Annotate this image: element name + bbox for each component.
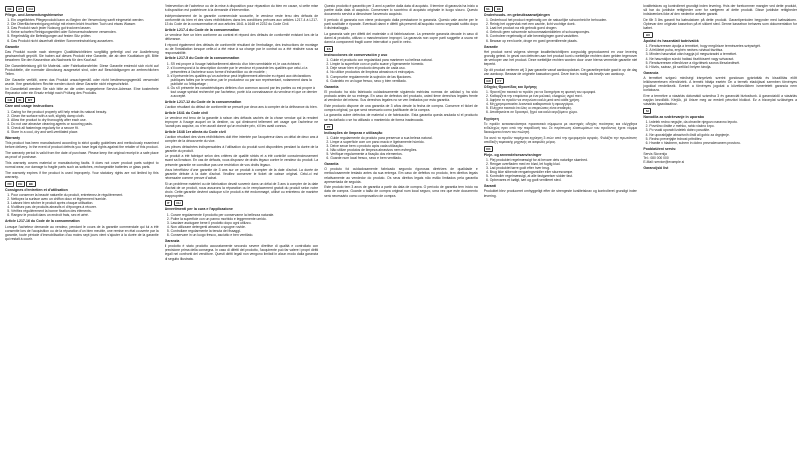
instruction-item: 2. Nettoyez la surface avec un chiffon doux et légèrement humide. [11, 197, 159, 201]
instruction-item: 6. Das Produkt nicht dauerhaft direkter Sonneneinstrahlung aussetzen. [11, 39, 159, 43]
instruction-item: 2. Reinig het oppervlak met een zachte, licht vochtige doek. [490, 22, 638, 26]
language-badges [484, 78, 638, 84]
section-subheading: Garantía [324, 84, 339, 89]
section-subheading: Garantie [5, 44, 20, 49]
section-title: Consignes d'entretien et d'utilisation [5, 187, 68, 192]
instruction-item: 3. Das Produkt nach jeder Nutzung gut trocknen lassen. [11, 26, 159, 30]
instruction-item: 2. Die Oberflächenreinigung erfolgt mit einem leicht feuchten Tuch und etwas Wasser. [11, 22, 159, 26]
instruction-list [643, 44, 797, 69]
instruction-item: 4. Non utilizzare detergenti abrasivi o spugne ruvide. [171, 225, 319, 229]
language-badges [165, 200, 319, 206]
language-badges [484, 146, 638, 152]
language-badge: CH [26, 6, 35, 12]
instruction-item: 6. Hranite v hladnem, suhem in dobro prezračevanem prostoru. [649, 141, 797, 145]
language-badges [484, 6, 638, 12]
paragraph: Για αυτό το προϊόν παρέχεται εγγύηση 3 ετών από την ημερομηνία αγοράς. Φυλάξτε την πρωτότυπη απόδειξη ταμειακής μηχανής σε ασφαλές μέρος. [483, 135, 638, 144]
paragraph: Les pièces détachées indispensables à l'utilisation du produit sont disponibles pendant la durée de la garantie du produit. [164, 144, 319, 153]
instruction-item: 6. Opbevares et køligt, tørt og godt ventileret sted. [490, 178, 638, 182]
column-1 [5, 4, 159, 471]
instruction-item: 3. s'il présente les qualités qu'un acheteur peut légitimement attendre eu égard aux déclarations publiques faites par le vendeur, par le producteur ou par son représentant, notamment dans la publicité ou l'étiquetage ; [171, 74, 319, 86]
paragraph: Het product werd volgens strenge kwaliteitsrichtlijnen zorgvuldig geproduceerd en voor levering grondig getest. In geval van defecten aan het product kunt u wettelijke rechten doen gelden tegenover de verkoper van het product. Deze wettelijke rechten worden door onze hierna vermelde garantie niet beperkt. [483, 49, 638, 67]
language-badges [643, 32, 797, 38]
column-4 [484, 4, 638, 471]
instruction-item: 5. Ελέγχετε τακτικά ότι όλες οι στερεώσεις είναι σταθερές. [490, 106, 638, 110]
instruction-list [643, 120, 797, 145]
instruction-item: 3. Po vsaki uporabi izdelek dobro posušite. [649, 128, 797, 132]
instruction-item: 1. Cuide regularmente do produto para preservar a sua beleza natural. [330, 136, 478, 140]
instruction-item: 1. Izdelek redno negujte, da ohranite njegovo naravno lepoto. [649, 120, 797, 124]
instruction-item: 5. Kontrollér regelmæssigt, at alle fastgørelser sidder fast. [490, 174, 638, 178]
instruction-item: 3. Lad produktet tørre godt efter hver brug. [490, 166, 638, 170]
paragraph: Questo prodotto è garantito per 3 anni a partire dalla data di acquisto. Il termine di garanzia ha inizio a partire dalla data di acquisto. Conservare lo scontrino di acquisto originale in luogo sicuro. Questo documento servirà a dimostrare l'avvenuto acquisto. [324, 4, 478, 17]
instruction-list [484, 18, 638, 43]
language-badges [5, 181, 159, 187]
paragraph: Le vendeur livre un bien conforme au contrat et répond des défauts de conformité existant lors de la délivrance. [164, 32, 319, 41]
service-line-2: Tel.: 080 000 000 [643, 156, 669, 160]
language-badge: DK [484, 146, 493, 152]
column-5 [643, 4, 797, 471]
language-badges [643, 108, 797, 114]
language-badge: AT [16, 6, 25, 12]
section-title: Ápolási és használati tudnivalók [643, 39, 699, 44]
language-badge: CH [174, 200, 183, 206]
instruction-item: 6. Rangez le produit dans un endroit frais, sec et aéré. [11, 213, 159, 217]
section-subheading: Εγγύηση [483, 116, 499, 121]
paragraph: Este produto tem 3 anos de garantia a partir da data de compra. O período de garantia tem início na data de compra. Guarde o talão de compra original num local seguro, uma vez que este documento será necessário como comprovativo de compra. [324, 185, 478, 198]
paragraph: Im Garantiefall wenden Sie sich bitte an die unten angegebene Service-Adresse. Eine kostenfreie Reparatur oder ein Ersatz erfolgt nach Prüfung des Produkts. [5, 87, 159, 96]
instruction-item: 4. Ne használjon súroló hatású tisztítószert vagy szivacsot. [649, 57, 797, 61]
paragraph: This product has been manufactured according to strict quality guidelines and meticulously examined before delivery. In the event of product defects you have legal rights against the retailer of this product. [5, 141, 159, 150]
column-2 [165, 4, 319, 471]
language-badge: CY [495, 78, 504, 84]
paragraph: The warranty period is valid from the date of purchase. Please keep the original receipt in a safe place as proof of purchase. [5, 151, 159, 160]
language-badge: BE [26, 181, 35, 187]
instruction-item: 1. Φροντίζετε τακτικά το προϊόν για να διατηρήσει τη φυσική του ομορφιά. [490, 90, 638, 94]
instruction-item: 6. Αποθηκεύετε σε δροσερό, ξηρό και καλά αεριζόμενο χώρο. [490, 110, 638, 114]
language-badge: DE [5, 6, 14, 12]
instruction-item: 2. A felületet puha, enyhén nedves ruhával tisztítsa. [649, 48, 797, 52]
paragraph: El producto ha sido fabricado cuidadosamente siguiendo estrictas normas de calidad y ha sido probado antes de su entrega. En caso de defectos del producto, usted tiene derechos legales frente al vendedor del mismo. Sus derechos legales no se ven limitados por esta garantía. [324, 89, 478, 102]
instruction-item: 4. Ne uporabljajte abrazivnih čistil ali gobic za drgnjenje. [649, 133, 797, 137]
instruction-list [484, 90, 638, 115]
instruction-item: 5. Controllare regolarmente la tenuta dei fissaggi. [171, 229, 319, 233]
paragraph: Este producto dispone de una garantía de 3 años desde la fecha de compra. Conserve el ticket de compra original, ya que será necesario como justificante de la compra. [324, 103, 478, 112]
service-line-1: Servis Slovenija [643, 151, 667, 156]
instruction-item: 6. Hűvös, száraz, jól szellőző helyen tárolja. [649, 65, 797, 69]
instruction-item: 5. Vérifiez régulièrement la bonne fixation des éléments. [11, 209, 159, 213]
instruction-item: 4. Brug ikke slibende rengøringsmidler eller skuresvampe. [490, 170, 638, 174]
paragraph: La garantía cubre defectos de material o de fabricación. Esta garantía queda anulada si el producto se ha dañado o se ha utilizado o mantenido de forma inadecuada. [324, 113, 478, 122]
instruction-item: 6. Conservare in un luogo fresco, asciutto e ben ventilato. [171, 233, 319, 237]
instruction-item: 2. Površino čistite z mehko, rahlo vlažno krpo. [649, 124, 797, 128]
instruction-list [324, 136, 478, 161]
instruction-item: 1. Curare regolarmente il prodotto per conservarne la bellezza naturale. [171, 213, 319, 217]
language-badges [324, 124, 478, 130]
section-title: Indicações de limpeza e utilização [324, 130, 383, 135]
section-subheading: Garanzia [164, 239, 180, 244]
section-subheading: Article L217-16 du Code de la consommation [5, 219, 80, 224]
section-title: Οδηγίες Φροντίδας και Χρήσης [483, 84, 538, 89]
instruction-item: 4. Keine scharfen Reinigungsmittel oder Scheuerschwämme verwenden. [11, 30, 159, 34]
section-title: Article 1641 du Code civil [164, 110, 209, 115]
instruction-item: 2. Clean the surface with a soft, slightly damp cloth. [11, 114, 159, 118]
instruction-item: 3. Deje secar bien el producto después de cada uso. [330, 66, 478, 70]
language-badges [5, 6, 159, 12]
section-title: Care and usage instructions [5, 104, 54, 109]
instruction-item: 3. Laissez bien sécher le produit après chaque utilisation. [11, 201, 159, 205]
paragraph: De får 3 års garanti fra købsdatoen på dette produkt. Garantiperioden begynder med købsdatoen. Opbevar den originale kassebon på et sikkert sted. Denne kassebon behøves som dokumentation for købet. [643, 17, 797, 31]
instruction-item: 2. Rengør overfladen med en blød, let fugtig klud. [490, 162, 638, 166]
section-title: Onderhouds- en gebruiksaanwijzingen [483, 13, 550, 17]
section-subheading: Garantie [483, 44, 498, 49]
instruction-item: 1. Rendszeresen ápolja a terméket, hogy megőrizze természetes szépségét. [649, 44, 797, 48]
language-badge: PT [324, 124, 333, 130]
paragraph: Erre a termékre a vásárlás dátumától számítva 3 év garanciát biztosítunk. A garanciaidő a vásárlás napján kezdődik. Kérjük, jól őrizze meg az eredeti pénztári blokkot. Ez a bizonylat szükséges a vásárlás igazolásához. [643, 93, 797, 107]
paragraph: This warranty covers material or manufacturing faults. It does not cover product parts subject to normal wear, nor damage to fragile parts such as switches, rechargeable batteries or glass parts. [5, 160, 159, 169]
paragraph: L'action résultant des vices rédhibitoires doit être intentée par l'acquéreur dans un délai de deux ans à compter de la découverte du vice. [164, 134, 319, 143]
instruction-item: 4. Não utilize produtos de limpeza abrasivos nem esfregões. [330, 148, 478, 152]
section-title: Pleje- og anvendelsesanvisninger [483, 152, 542, 157]
paragraph: l'intervention de l'acheteur ou de la mise à disposition pour réparation du bien en cause, si cette mise à disposition est postérieure à la demande d'intervention. [164, 4, 319, 13]
section-title: Instrucciones de conservación y uso [324, 53, 388, 58]
instruction-item: 2. Limpie la superficie con un paño suave y ligeramente húmedo. [330, 62, 478, 66]
paragraph: The warranty expires if the product is used improperly. Your statutory rights are not limited by this warranty. [5, 170, 159, 179]
instruction-item: 4. Do not use abrasive cleaning agents or scouring pads. [11, 122, 159, 126]
instruction-item: 1. S'il est propre à l'usage habituellement attendu d'un bien semblable et, le cas échéant : [171, 62, 319, 66]
instruction-item: 1. Caring for the product properly will help retain its natural beauty. [11, 110, 159, 114]
paragraph: A terméket szigorú minőségi irányelvek szerint gondosan gyártották és kiszállítás előtt lelkiismeretesen ellenőrizték. A termék hibája esetén Ön a termék eladójával szemben törvényes jogokkal rendelkezik. Ezeket a törvényes jogokat a következőkben ismertetett garancia nem korlátozza. [643, 75, 797, 93]
language-badge: BE [494, 6, 503, 12]
paragraph: Le vendeur est tenu de la garantie à raison des défauts cachés de la chose vendue qui la rendent impropre à l'usage auquel on la destine, ou qui diminuent tellement cet usage que l'acheteur ne l'aurait pas acquise, ou n'en aurait donné qu'un moindre prix, s'il les avait connus. [164, 115, 319, 128]
instruction-item: 5. Verifique regularmente a fixação dos elementos. [330, 152, 478, 156]
paragraph: Die Garantie verfällt, wenn das Produkt unsachgemäß oder nicht bestimmungsgemäß verwendet wurde. Ihre gesetzlichen Rechte werden durch diese Garantie nicht eingeschränkt. [5, 77, 159, 86]
instruction-item: 4. Ou s'il présente les caractéristiques définies d'un commun accord par les parties ou est propre à tout usage spécial recherché par l'acheteur, porté à la connaissance du vendeur et que ce dernier a accepté. [171, 86, 319, 98]
instruction-item: 1. Pour conserver la beauté naturelle du produit, entretenez-le régulièrement. [11, 193, 159, 197]
language-badge: ES [324, 46, 333, 52]
instruction-item: 1. Onderhoud het product regelmatig om de natuurlijke schoonheid te behouden. [490, 18, 638, 22]
section-title: Avvertimenti per la cura e l'applicazione [164, 207, 233, 212]
paragraph: La garanzia vale per difetti del materiale o di fabbricazione. La presente garanzia decade in caso di danni al prodotto, utilizzo o manutenzione impropri. La garanzia non copre parti soggette a usura né danni a componenti fragili come interruttori o parti in vetro. [324, 31, 478, 44]
service-heading: Pooblaščeni servis: [643, 146, 677, 151]
paragraph: Lorsque l'acheteur demande au vendeur, pendant le cours de la garantie commerciale qui lui a été consentie lors de l'acquisition ou de la réparation d'un bien meuble, une remise en état couverte par la garantie, toute période d'immobilisation d'au moins sept jours vient s'ajouter à la durée de la garantie qui restait à courir. [5, 224, 159, 241]
instruction-item: 4. N'utilisez pas de produits abrasifs ni d'éponges à récurer. [11, 205, 159, 209]
instruction-item: 3. Laat het product na elk gebruik goed drogen. [490, 26, 638, 30]
instruction-list [5, 110, 159, 135]
instruction-item: 5. Rendszeresen ellenőrizze a rögzítések szoros illeszkedését. [649, 61, 797, 65]
section-subheading: Garantia [324, 162, 339, 167]
section-subheading: Garancia [643, 70, 659, 75]
paragraph: Il periodo di garanzia non viene prolungato dalla prestazione in garanzia. Questo vale anche per le parti sostituite e riparate. Eventuali danni e difetti già presenti all'acquisto vanno segnalati subito dopo il disimballaggio. [324, 17, 478, 31]
language-badge: CH [16, 181, 25, 187]
language-badge: NL [484, 6, 493, 12]
language-badges [324, 46, 478, 52]
instruction-item: 1. Cuide el producto con regularidad para mantener su belleza natural. [330, 58, 478, 62]
language-badge: IT [165, 200, 173, 206]
language-badge: MT [25, 97, 34, 103]
instruction-item: 3. Allow the product to dry thoroughly after each use. [11, 118, 159, 122]
paragraph: Die Garantieleistung gilt für Material- oder Fabrikationsfehler. Diese Garantie erstreckt sich nicht auf Produktteile, die normaler Abnutzung ausgesetzt sind, oder auf Beschädigungen an zerbrechlichen Teilen. [5, 63, 159, 76]
section-subheading: Warranty [5, 136, 21, 141]
instruction-list [324, 58, 478, 83]
instruction-item: 3. Deixe secar bem o produto após cada utilização. [330, 144, 478, 148]
instruction-item: 5. Controleer regelmatig of alle bevestigingen goed vastzitten. [490, 34, 638, 38]
paragraph: L'action résultant du défaut de conformité se prescrit par deux ans à compter de la délivrance du bien. [164, 105, 318, 110]
instruction-item: 6. Store in a cool, dry and well-ventilated place. [11, 130, 159, 134]
instruction-item: 6. Bewaar op een koele, droge en goed geventileerde plaats. [490, 39, 638, 43]
instruction-item: 5. Check all fastenings regularly for a secure fit. [11, 126, 159, 130]
instruction-item: 3. Αφήστε το προϊόν να στεγνώσει καλά μετά από κάθε χρήση. [490, 98, 638, 102]
instruction-item: 2. Pulire la superficie con un panno morbido e leggermente umido. [171, 217, 319, 221]
language-badge: HU [643, 32, 652, 38]
section-title: Article L217-5 du Code de la consommation [164, 56, 240, 61]
language-badge: GR [484, 78, 494, 84]
language-badge: IE [16, 97, 24, 103]
service-line-3: E-Mail: service@example.si [643, 160, 685, 165]
paragraph: Op dit product verlenen wij 3 jaar garantie vanaf aankoopdatum. De garantieperiode gaat in op de dag van aankoop. Bewaar de originele kassabon goed. Deze bon is nodig als bewijs van aankoop. [483, 67, 638, 76]
instruction-item: 2. s'il correspond à la description donnée par le vendeur et possède les qualités que celui-ci a présentées à l'acheteur sous forme d'échantillon ou de modèle ; [171, 66, 319, 74]
language-badge: SI [643, 108, 651, 114]
instruction-list [165, 62, 319, 99]
section-title: Article L217-4 du Code de la consommation [164, 27, 240, 32]
paragraph: Το προϊόν κατασκευάστηκε προσεκτικά σύμφωνα με αυστηρές οδηγίες ποιότητας και ελέγχθηκε ενδελεχώς πριν από την παράδοσή του. Σε περίπτωση ελαττωμάτων του προϊόντος έχετε νόμιμα δικαιώματα έναντι του πωλητή. [483, 121, 638, 134]
instruction-item: 5. Compruebe regularmente la sujeción de las fijaciones. [330, 75, 478, 79]
section-title: Navodila za vzdrževanje in uporabo [643, 115, 705, 120]
paragraph: kvalitetskrav og kontrolleret grundigt inden levering. Hvis der forekommer mangler ved dette produkt, så har du juridiske rettigheder over for sælgeren af dette produkt. Disse juridiske rettigheder indskrænkes ikke af den nedenfor anførte garanti. [643, 4, 797, 17]
instruction-item: 1. Ein ungefärbtes Pflegeprodukt kann zu Beginn der Verwendung sanft eingesetzt werden. [11, 18, 159, 22]
paragraph: Si un problème matériel ou de fabrication devait survenir dans un délai de 3 ans à compter de la date d'achat de ce produit, nous assurons la réparation ou le remplacement gratuit du produit selon notre choix. Cette garantie devient caduque si le produit a été endommagé, utilisé ou entretenu de manière inappropriée. [164, 182, 319, 199]
language-badge: FR [5, 181, 14, 187]
instruction-list [484, 158, 638, 183]
section-title: Pflege- und Anwendungshinweise [5, 13, 64, 17]
instruction-list [5, 193, 159, 218]
instruction-list [5, 18, 159, 43]
paragraph: Il répond également des défauts de conformité résultant de l'emballage, des instructions de montage ou de l'installation lorsque celle-ci a été mise à sa charge par le contrat ou a été réalisée sous sa responsabilité. [164, 42, 319, 55]
instruction-item: 2. Limpe a superfície com um pano macio e ligeiramente húmido. [330, 140, 478, 144]
section-title: Article 1648 1er alinéa du Code civil [164, 129, 226, 134]
language-badges [5, 97, 159, 103]
instruction-item: 4. No utilice productos de limpieza abrasivos ni estropajos. [330, 70, 478, 74]
section-title: Article L217-12 du Code de la consommation [164, 99, 242, 104]
paragraph: Indépendamment de la garantie commerciale souscrite, le vendeur reste tenu des défauts de conformité du bien et des vices rédhibitoires dans les conditions prévues aux articles L217-4 à L217-13 du Code de la consommation et aux articles 1641 à 1648 et 2232 du Code Civil. [164, 13, 319, 26]
instruction-item: 5. Regelmäßig die Befestigungen auf festen Sitz prüfen. [11, 34, 159, 38]
paragraph: O produto foi cuidadosamente fabricado segundo rigorosas diretrizes de qualidade e meticulosamente testado antes da sua entrega. Em caso de defeitos no produto, tem direitos legais relativamente ao vendedor do produto. Os seus direitos legais não estão limitados pela garantia apresentada de seguida. [324, 167, 478, 184]
instruction-item: 3. Minden használat után hagyja jól megszáradni a terméket. [649, 52, 797, 56]
instruction-item: 6. Guárdelo en un lugar fresco, seco y bien ventilado. [330, 79, 478, 83]
instruction-list [165, 213, 319, 238]
instruction-item: 2. Καθαρίζετε την επιφάνεια με ένα μαλακό, ελαφρώς υγρό πανί. [490, 94, 638, 98]
paragraph: Le produit a été fabriqué selon des critères de qualité stricts et a été contrôlé consciencieusement avant sa livraison. En cas de défauts, vous disposez de droits légaux contre le vendeur du produit. La présente garantie ne constitue pas une restriction de vos droits légaux. [164, 154, 319, 167]
paragraph: Il prodotto è stato prodotto accuratamente secondo severe direttive di qualità e controllato con precisione prima della consegna. In caso di difetti del prodotto, l'acquirente può far valere i propri diritti legali nei confronti del venditore. Questi diritti legali non vengono limitati in alcun modo dalla garanzia di seguito illustrata. [164, 244, 319, 261]
instruction-item: 6. Guarde num local fresco, seco e bem ventilado. [330, 156, 478, 160]
language-badge: GB [5, 97, 15, 103]
section-subheading: Garanti [483, 184, 497, 189]
column-5-sections [643, 4, 797, 145]
column-3 [324, 4, 478, 471]
instruction-item: 1. Plej produktet regelmæssigt for at bevare dets naturlige skønhed. [490, 158, 638, 162]
instruction-item: 5. Redno preverjajte trdnost pritrditev. [649, 137, 797, 141]
instruction-item: 3. Lasciare asciugare bene il prodotto dopo ogni utilizzo. [171, 221, 319, 225]
warranty-card-heading: Garancijski list [643, 166, 669, 171]
instruction-item: 4. Μη χρησιμοποιείτε λειαντικά καθαριστικά ή σφουγγάρια. [490, 102, 638, 106]
paragraph: Das Produkt wurde nach strengen Qualitätsrichtlinien sorgfältig gefertigt und vor Auslieferung gewissenhaft geprüft. Sie haben auf dieses Produkt eine Garantie, die ab dem Kaufdatum gilt. Bitte bewahren Sie den Kassenbon als Nachweis für den Kauf auf. [5, 49, 159, 62]
instruction-item: 4. Gebruik geen schurende schoonmaakmiddelen of schuursponsjes. [490, 30, 638, 34]
paragraph: Produktet blev produceret omhyggeligt efter de strengeste kvalitetskrav og kontrolleret grundigt inden levering. [483, 189, 638, 198]
paragraph: Vous bénéficiez d'une garantie de 3 ans sur ce produit à compter de la date d'achat. La durée de garantie débute à la date d'achat. Veuillez conserver le ticket de caisse original. Celui-ci est nécessaire comme preuve d'achat. [164, 168, 319, 181]
